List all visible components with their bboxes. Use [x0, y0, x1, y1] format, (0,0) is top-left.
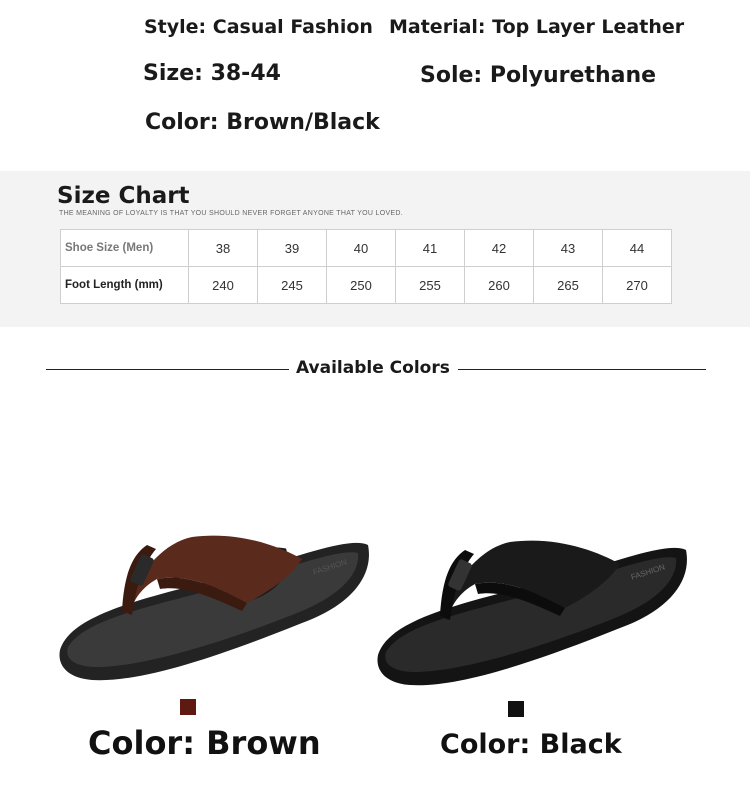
spec-sole: Sole: Polyurethane: [420, 63, 657, 88]
brown-color-swatch: [180, 699, 196, 715]
brown-sandal-logo: FASHION: [311, 557, 349, 577]
row-header: Foot Length (mm): [61, 267, 189, 304]
color-label-black: Color: Black: [440, 729, 622, 760]
table-cell: 38: [189, 230, 258, 267]
table-cell: 40: [327, 230, 396, 267]
table-row-foot-length: [61, 267, 672, 304]
spec-size: Size: 38-44: [143, 61, 281, 86]
color-label-brown: Color: Brown: [88, 724, 321, 762]
available-colors-title: Available Colors: [296, 358, 450, 378]
spec-material: Material: Top Layer Leather: [389, 16, 685, 38]
table-cell: 43: [534, 230, 603, 267]
size-chart-subtitle: THE MEANING OF LOYALTY IS THAT YOU SHOULD NEVER FORGET ANYONE THAT YOU LOVED.: [59, 210, 404, 217]
black-color-swatch: [508, 701, 524, 717]
size-chart-title: Size Chart: [57, 183, 190, 209]
table-cell: 250: [327, 267, 396, 304]
table-cell: 245: [258, 267, 327, 304]
table-cell: 260: [465, 267, 534, 304]
black-sandal-logo: FASHION: [629, 562, 667, 582]
table-cell: 265: [534, 267, 603, 304]
table-row-shoe-size: [61, 230, 672, 267]
spec-color: Color: Brown/Black: [145, 110, 380, 135]
divider-right: [458, 369, 706, 370]
table-cell: 44: [603, 230, 672, 267]
table-cell: 39: [258, 230, 327, 267]
table-cell: 42: [465, 230, 534, 267]
table-cell: 255: [396, 267, 465, 304]
size-chart-table: [60, 229, 672, 304]
brown-sandal-image: [52, 515, 372, 685]
row-header: Shoe Size (Men): [61, 230, 189, 267]
table-cell: 270: [603, 267, 672, 304]
divider-left: [46, 369, 289, 370]
spec-style: Style: Casual Fashion: [144, 16, 373, 38]
table-cell: 41: [396, 230, 465, 267]
black-sandal-image: [370, 520, 690, 690]
table-cell: 240: [189, 267, 258, 304]
